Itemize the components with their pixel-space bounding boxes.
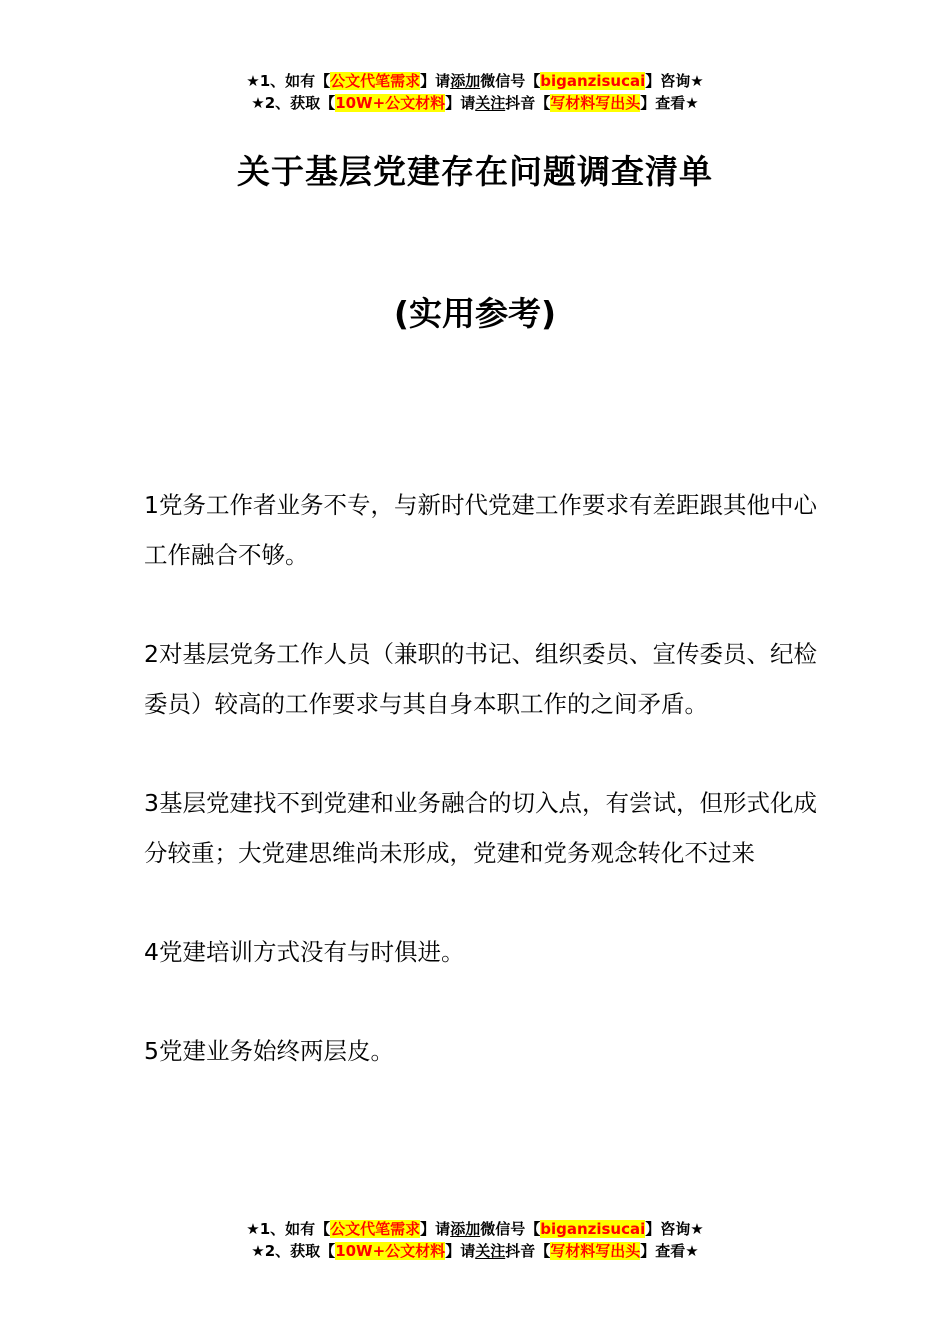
promo-text: ★2、获取【 [251, 1242, 336, 1260]
promo-line-1 [0, 1218, 950, 1240]
promo-text: ★1、如有【 [246, 1220, 331, 1238]
promo-text: 抖音【 [505, 1242, 551, 1260]
promo-text: 】请 [445, 1242, 476, 1260]
promo-text: 抖音【 [505, 94, 551, 112]
promo-douyin-id: 写材料写出头 [550, 94, 641, 112]
promo-underlined-text: 关注 [475, 94, 506, 112]
promo-text: ★2、获取【 [251, 94, 336, 112]
promo-underlined-text: 添加 [450, 72, 481, 90]
promo-highlight: 10W+公文材料 [335, 1242, 446, 1260]
promo-text: ★1、如有【 [246, 72, 331, 90]
promo-line-1 [0, 70, 950, 92]
promo-underlined-text: 关注 [475, 1242, 506, 1260]
document-title: 关于基层党建存在问题调查清单 [237, 152, 713, 191]
promo-highlight: 公文代笔需求 [330, 1220, 421, 1238]
bottom-promo-banner [0, 1218, 950, 1262]
issue-item-3: 3基层党建找不到党建和业务融合的切入点，有尝试，但形式化成分较重；大党建思维尚未形成，党建和党务观念转化不过来 [144, 789, 817, 867]
promo-line-2 [0, 1240, 950, 1262]
issue-item-5: 5党建业务始终两层皮。 [144, 1037, 394, 1065]
document-subtitle: (实用参考) [393, 294, 557, 333]
promo-text: 】请 [420, 72, 451, 90]
promo-text: 】咨询★ [645, 1220, 704, 1238]
promo-text: 微信号【 [480, 72, 541, 90]
promo-wechat-id: biganzisucai [540, 1220, 646, 1238]
promo-text: 】请 [445, 94, 476, 112]
top-promo-banner [0, 70, 950, 114]
promo-text: 】咨询★ [645, 72, 704, 90]
promo-line-2 [0, 92, 950, 114]
issue-list [144, 480, 824, 1125]
promo-text: 】查看★ [640, 1242, 699, 1260]
issue-item-4: 4党建培训方式没有与时俱进。 [144, 938, 465, 966]
promo-wechat-id: biganzisucai [540, 72, 646, 90]
issue-item-1: 1党务工作者业务不专，与新时代党建工作要求有差距跟其他中心工作融合不够。 [144, 491, 817, 569]
promo-highlight: 公文代笔需求 [330, 72, 421, 90]
promo-text: 微信号【 [480, 1220, 541, 1238]
promo-highlight: 10W+公文材料 [335, 94, 446, 112]
issue-item-2: 2对基层党务工作人员（兼职的书记、组织委员、宣传委员、纪检委员）较高的工作要求与其自身本职工作的之间矛盾。 [144, 640, 817, 718]
promo-underlined-text: 添加 [450, 1220, 481, 1238]
promo-douyin-id: 写材料写出头 [550, 1242, 641, 1260]
promo-text: 】查看★ [640, 94, 699, 112]
promo-text: 】请 [420, 1220, 451, 1238]
